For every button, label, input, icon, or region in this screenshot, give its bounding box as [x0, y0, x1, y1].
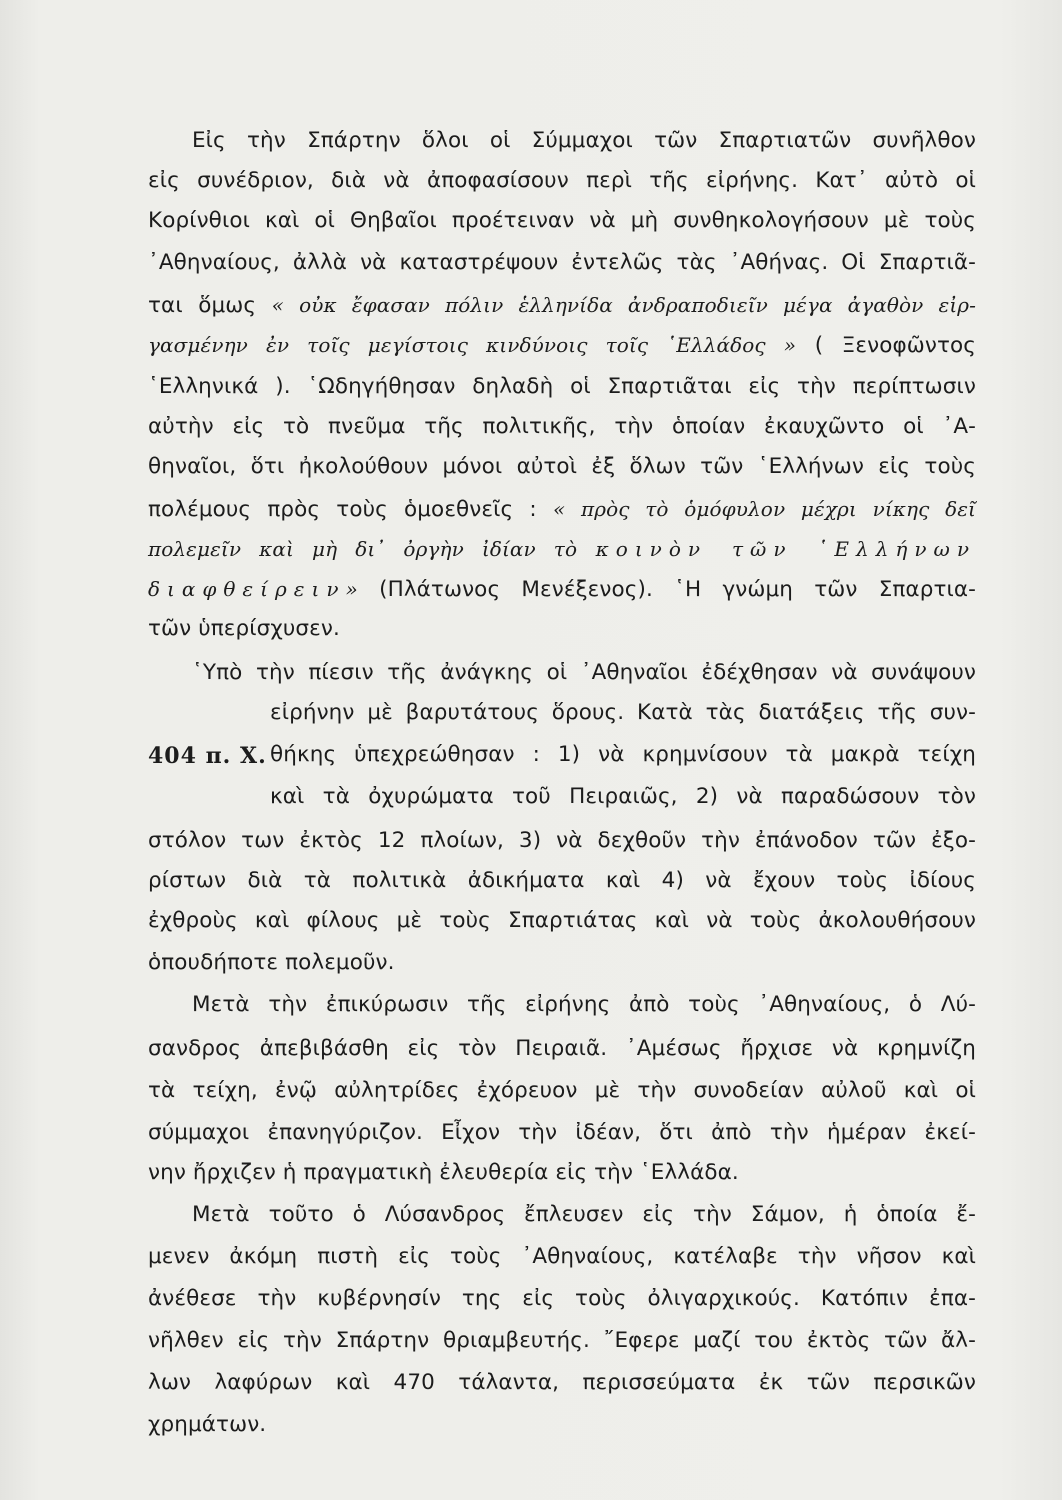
text-line: Εἰς τὴν Σπάρτην ὅλοι οἱ Σύμμαχοι τῶν Σπαρτιατῶν συνῆλθον	[192, 128, 976, 153]
text-line: Μετὰ τοῦτο ὁ Λύσανδρος ἔπλευσεν εἰς τὴν Σάμον, ἡ ὁποία ἔ-	[192, 1202, 976, 1227]
text-line: νην ἤρχιζεν ἡ πραγματικὴ ἐλευθερία εἰς τὴν ῾Ελλάδα.	[148, 1160, 739, 1185]
text-line: λων λαφύρων καὶ 470 τάλαντα, περισσεύματα ἐκ τῶν περσικῶν	[148, 1370, 976, 1395]
text-line: ἐχθροὺς καὶ φίλους μὲ τοὺς Σπαρτιάτας καὶ νὰ τοὺς ἀκολουθήσουν	[148, 908, 976, 933]
text-line	[148, 490, 976, 528]
text-line: ὁπουδήποτε πολεμοῦν.	[148, 950, 395, 975]
text-line: εἰς συνέδριον, διὰ νὰ ἀποφασίσουν περὶ τῆς εἰρήνης. Κατ᾽ αὐτὸ οἱ	[148, 168, 976, 193]
text-line: ρίστων διὰ τὰ πολιτικὰ ἀδικήματα καὶ 4) νὰ ἔχουν τοὺς ἰδίους	[148, 868, 976, 893]
citation-xenophon: ( Ξενοφῶντος	[814, 333, 976, 358]
text-line: ἀνέθεσε τὴν κυβέρνησίν της εἰς τοὺς ὀλιγαρχικούς. Κατόπιν ἐπα-	[148, 1286, 976, 1311]
quotation-plato-spaced: διαφθείρειν	[148, 577, 346, 601]
text-line: αὐτὴν εἰς τὸ πνεῦμα τῆς πολιτικῆς, τὴν ὁποίαν ἐκαυχῶντο οἱ ᾽Α-	[148, 414, 976, 439]
citation-plato: (Πλάτωνος Μενέξενος). ῾Η γνώμη τῶν Σπαρτια-	[379, 577, 976, 602]
text-line: καὶ τὰ ὀχυρώματα τοῦ Πειραιῶς, 2) νὰ παραδώσουν τὸν	[270, 784, 976, 809]
text-line: Κορίνθιοι καὶ οἱ Θηβαῖοι προέτειναν νὰ μὴ συνθηκολογήσουν μὲ τοὺς	[148, 208, 976, 233]
quotation-plato-spaced: κοινὸν τῶν ῾Ελλήνων	[595, 537, 976, 561]
text-line: τὰ τείχη, ἐνῷ αὐλητρίδες ἐχόρευον μὲ τὴν συνοδείαν αὐλοῦ καὶ οἱ	[148, 1078, 976, 1103]
quotation-xenophon-cont: γασμένην ἐν τοῖς μεγίστοις κινδύνοις τοῖς ῾Ελλάδος »	[148, 333, 797, 357]
text-line: σύμμαχοι ἐπανηγύριζον. Εἶχον τὴν ἰδέαν, ὅτι ἀπὸ τὴν ἡμέραν ἐκεί-	[148, 1120, 976, 1145]
text-line: σανδρος ἀπεβιβάσθη εἰς τὸν Πειραιᾶ. ᾽Αμέσως ἤρχισε νὰ κρημνίζη	[148, 1036, 976, 1061]
text-run: πολέμους πρὸς τοὺς ὁμοεθνεῖς :	[148, 497, 537, 522]
text-line: ῾Ελληνικά ). ῾Ωδηγήθησαν δηλαδὴ οἱ Σπαρτιᾶται εἰς τὴν περίπτωσιν	[148, 374, 976, 399]
text-line: εἰρήνην μὲ βαρυτάτους ὅρους. Κατὰ τὰς διατάξεις τῆς συν-	[270, 700, 976, 725]
quotation-xenophon: « οὐκ ἔφασαν πόλιν ἑλληνίδα ἀνδραποδιεῖν μέγα ἀγαθὸν εἰρ-	[271, 293, 977, 317]
margin-date-note: 404 π. Χ.	[148, 743, 267, 769]
text-line	[148, 570, 976, 608]
text-line: ῾Υπὸ τὴν πίεσιν τῆς ἀνάγκης οἱ ᾽Αθηναῖοι ἐδέχθησαν νὰ συνάψουν	[192, 660, 976, 685]
text-line: χρημάτων.	[148, 1412, 267, 1437]
text-line	[148, 326, 976, 364]
text-line: στόλον των ἐκτὸς 12 πλοίων, 3) νὰ δεχθοῦν τὴν ἐπάνοδον τῶν ἐξο-	[148, 828, 976, 853]
quotation-plato: « πρὸς τὸ ὁμόφυλον μέχρι νίκης δεῖ	[552, 497, 976, 521]
text-line: νῆλθεν εἰς τὴν Σπάρτην θριαμβευτής. ῎Εφερε μαζί του ἐκτὸς τῶν ἄλ-	[148, 1328, 976, 1353]
text-line	[148, 530, 976, 568]
text-line: θηναῖοι, ὅτι ἠκολούθουν μόνοι αὐτοὶ ἐξ ὅλων τῶν ῾Ελλήνων εἰς τοὺς	[148, 454, 976, 479]
text-line	[148, 286, 976, 324]
text-line: μενεν ἀκόμη πιστὴ εἰς τοὺς ᾽Αθηναίους, κατέλαβε τὴν νῆσον καὶ	[148, 1244, 976, 1269]
text-run: ται ὅμως	[148, 293, 257, 318]
text-line: ᾽Αθηναίους, ἀλλὰ νὰ καταστρέψουν ἐντελῶς τὰς ᾽Αθήνας. Οἱ Σπαρτιᾶ-	[148, 250, 976, 275]
quotation-close-mark: »	[345, 577, 358, 601]
quotation-plato-cont: πολεμεῖν καὶ μὴ δι᾽ ὀργὴν ἰδίαν τὸ	[148, 537, 578, 561]
text-line: Μετὰ τὴν ἐπικύρωσιν τῆς εἰρήνης ἀπὸ τοὺς ᾽Αθηναίους, ὁ Λύ-	[192, 992, 976, 1017]
text-line: τῶν ὑπερίσχυσεν.	[148, 616, 340, 641]
text-line: θήκης ὑπεχρεώθησαν : 1) νὰ κρημνίσουν τὰ μακρὰ τείχη	[270, 742, 976, 767]
